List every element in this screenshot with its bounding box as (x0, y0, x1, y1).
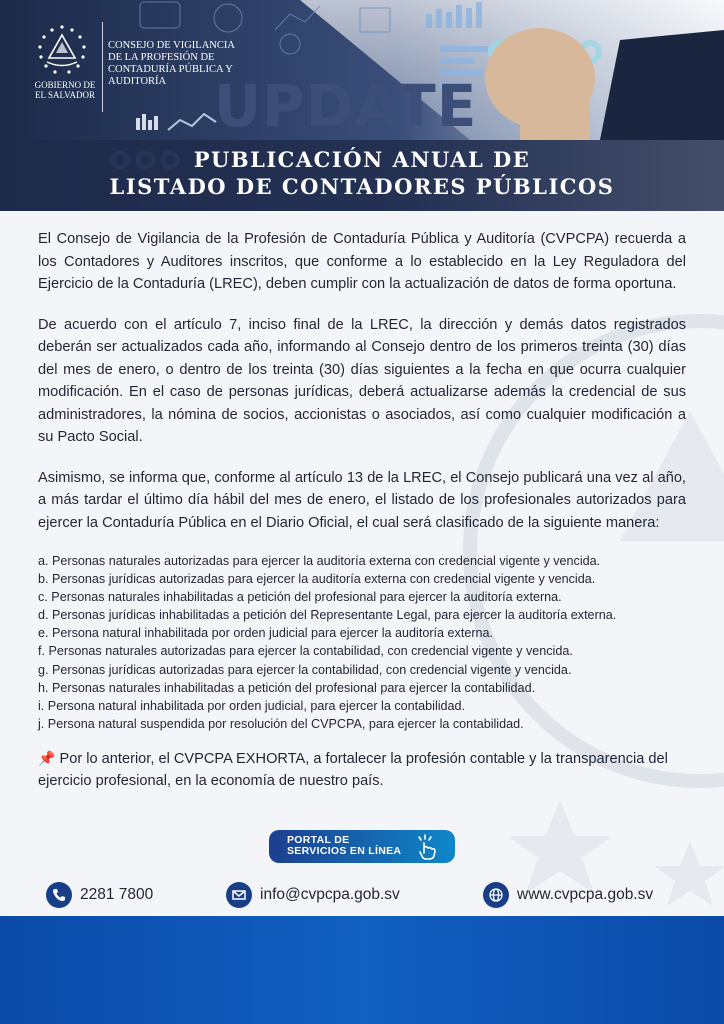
page-title (0, 146, 724, 200)
phone-number: 2281 7800 (80, 886, 154, 903)
tap-hand-icon (411, 833, 441, 861)
update-wordmark: UPDATE (214, 72, 478, 140)
list-item: a. Personas naturales autorizadas para ejercer la auditoría externa con credencial vigente y vencida. (38, 554, 601, 568)
portal-label-line-2: SERVICIOS EN LÍNEA (287, 845, 402, 857)
header-banner (0, 0, 724, 211)
website-url: www.cvpcpa.gob.sv (517, 886, 654, 903)
paragraph-article-7: De acuerdo con el artículo 7, inciso final de la LREC, la dirección y demás datos registrados deberán ser actualizados cada año, informando al Consejo dentro de los primeros treinta (30) días del mes de enero, o dentro de los treinta (30) días siguientes a la fecha en que ocurra cualquier modificación. En el caso de personas jurídicas, deberá actualizarse además la credencial de sus administradores, la nómina de socios, accionistas o asociados, así como cualquier modificación a su Pacto Social. (38, 316, 686, 445)
list-item: g. Personas jurídicas autorizadas para ejercer la contabilidad, con credencial vigente y vencida. (38, 662, 572, 677)
envelope-icon (226, 882, 252, 908)
email-address: info@cvpcpa.gob.sv (260, 886, 400, 903)
phone-contact[interactable] (46, 880, 153, 910)
government-label: GOBIERNO DE EL SALVADOR (34, 80, 96, 100)
list-item: f. Personas naturales autorizadas para ejercer la contabilidad, con credencial vigente y vencida. (38, 644, 573, 659)
list-item: j. Persona natural suspendida por resolución del CVPCPA, para ejercer la contabilidad. (38, 716, 524, 731)
title-line-2: LISTADO DE CONTADORES PÚBLICOS (109, 174, 615, 199)
national-seal-icon (36, 24, 88, 76)
council-name: CONSEJO DE VIGILANCIA DE LA PROFESIÓN DE CONTADURÍA PÚBLICA Y AUDITORÍA (108, 40, 235, 87)
footer-band (0, 916, 724, 1024)
closing-text: Por lo anterior, el CVPCPA EXHORTA, a fortalecer la profesión contable y la transparencia del ejercicio profesional, en la economía de nuestro país. (38, 750, 668, 790)
portal-label-line-1: PORTAL DE (287, 834, 350, 846)
globe-icon (483, 882, 509, 908)
online-services-portal-button[interactable] (269, 830, 455, 863)
list-item: i. Persona natural inhabilitada por orden judicial, para ejercer la contabilidad. (38, 698, 466, 713)
list-item: h. Personas naturales inhabilitadas a petición del profesional para ejercer la contabilidad. (38, 680, 536, 695)
list-item: c. Personas naturales inhabilitadas a petición del profesional para ejercer la auditoría externa. (38, 590, 562, 605)
list-item: b. Personas jurídicas autorizadas para ejercer la auditoría externa con credencial vigente y vencida. (38, 572, 596, 587)
paragraph-article-13: Asimismo, se informa que, conforme al artículo 13 de la LREC, el Consejo publicará una vez al año, a más tardar el último día hábil del mes de enero, el listado de los profesionales autorizados para ejercer la Contaduría Pública en el Diario Oficial, el cual será clasificado de la siguiente manera: (38, 469, 686, 531)
announcement-body (38, 228, 686, 793)
logo-block (22, 18, 242, 118)
paragraph-intro: El Consejo de Vigilancia de la Profesión de Contaduría Pública y Auditoría (CVPCPA) recuerda a los Contadores y Auditores inscritos, que conforme a lo establecido en la Ley Reguladora del Ejercicio de la Contaduría (LREC), deben cumplir con la actualización de datos de forma oportuna. (38, 231, 686, 292)
title-line-1: PUBLICACIÓN ANUAL DE (193, 147, 531, 172)
portal-label (287, 835, 401, 857)
closing-statement (38, 747, 686, 793)
classification-list (38, 552, 686, 733)
website-contact[interactable] (483, 880, 653, 910)
email-contact[interactable] (226, 880, 400, 910)
logo-divider (102, 22, 103, 112)
pushpin-icon: 📌 (38, 749, 56, 766)
list-item: d. Personas jurídicas inhabilitadas a petición del Representante Legal, para ejercer la auditoría externa. (38, 608, 617, 623)
list-item: e. Persona natural inhabilitada por orden judicial para ejercer la auditoría externa. (38, 626, 494, 641)
phone-icon (46, 882, 72, 908)
